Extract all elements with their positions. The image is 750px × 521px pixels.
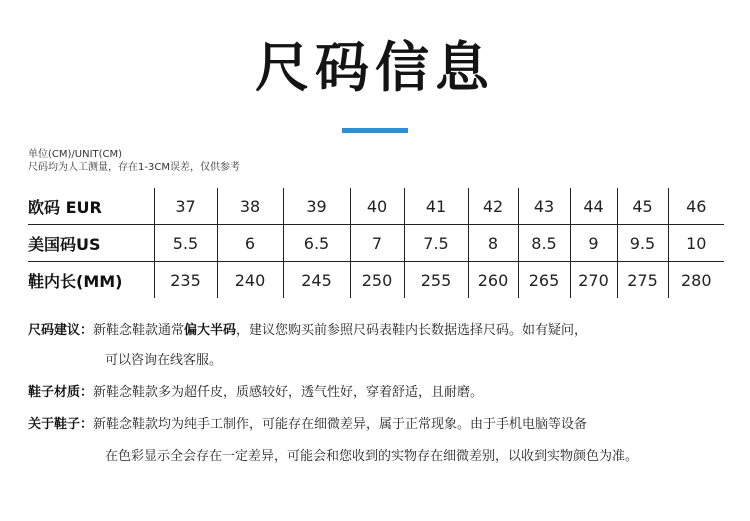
size-cell: 275: [617, 262, 668, 299]
size-cell: 260: [468, 262, 518, 299]
size-cell: 250: [350, 262, 404, 299]
size-cell: 255: [404, 262, 468, 299]
size-advice-label: 尺码建议：: [28, 323, 94, 338]
material-label: 鞋子材质：: [28, 385, 94, 400]
size-table: [28, 188, 724, 298]
size-cell: 41: [404, 188, 468, 225]
about-line: [28, 416, 587, 434]
size-row-label: 欧码 EUR: [28, 197, 102, 217]
size-cell: 235: [154, 262, 217, 299]
size-advice-text: ，建议您购买前参照尺码表鞋内长数据选择尺码。如有疑问，: [236, 323, 588, 338]
size-advice-line-2: 可以咨询在线客服。: [105, 353, 223, 368]
unit-note-line: 单位(CM)/UNIT(CM): [28, 149, 123, 160]
size-cell: 44: [570, 188, 617, 225]
size-advice-text: 新鞋念鞋款通常: [93, 323, 185, 338]
size-row: [28, 188, 724, 225]
size-cell: 7: [350, 225, 404, 262]
size-cell: 45: [617, 188, 668, 225]
size-cell: 37: [154, 188, 217, 225]
unit-note: [28, 148, 240, 174]
size-cell: 40: [350, 188, 404, 225]
title-underline: [342, 128, 408, 133]
size-cell: 8.5: [518, 225, 570, 262]
about-line-2: 在色彩显示全会存在一定差异，可能会和您收到的实物存在细微差别，以收到实物颜色为准。: [105, 449, 639, 464]
size-cell: 280: [668, 262, 724, 299]
size-cell: 6.5: [283, 225, 350, 262]
page-title: 尺码信息: [255, 36, 495, 99]
size-row-label: 美国码US: [28, 225, 154, 262]
size-cell: 8: [468, 225, 518, 262]
size-row: [28, 225, 724, 262]
size-advice-highlight: 偏大半码: [184, 323, 237, 338]
size-cell: 7.5: [404, 225, 468, 262]
size-cell: 46: [668, 188, 724, 225]
size-cell: 9.5: [617, 225, 668, 262]
size-cell: 5.5: [154, 225, 217, 262]
size-advice-line: [28, 322, 587, 340]
about-label: 关于鞋子：: [28, 417, 94, 432]
unit-note-line: 尺码均为人工测量，存在1-3CM误差，仅供参考: [28, 162, 240, 173]
size-cell: 245: [283, 262, 350, 299]
size-cell: 43: [518, 188, 570, 225]
size-cell: 9: [570, 225, 617, 262]
about-text: 新鞋念鞋款均为纯手工制作，可能存在细微差异，属于正常现象。由于手机电脑等设备: [93, 417, 588, 432]
size-cell: 265: [518, 262, 570, 299]
size-row: [28, 262, 724, 299]
material-text: 新鞋念鞋款多为超仟皮，质感较好，透气性好，穿着舒适，且耐磨。: [93, 385, 484, 400]
size-cell: 240: [217, 262, 283, 299]
size-cell: 39: [283, 188, 350, 225]
size-cell: 6: [217, 225, 283, 262]
size-row-label: 鞋内长(MM): [28, 262, 154, 299]
size-cell: 42: [468, 188, 518, 225]
material-line: [28, 384, 483, 402]
size-cell: 270: [570, 262, 617, 299]
size-cell: 10: [668, 225, 724, 262]
size-cell: 38: [217, 188, 283, 225]
